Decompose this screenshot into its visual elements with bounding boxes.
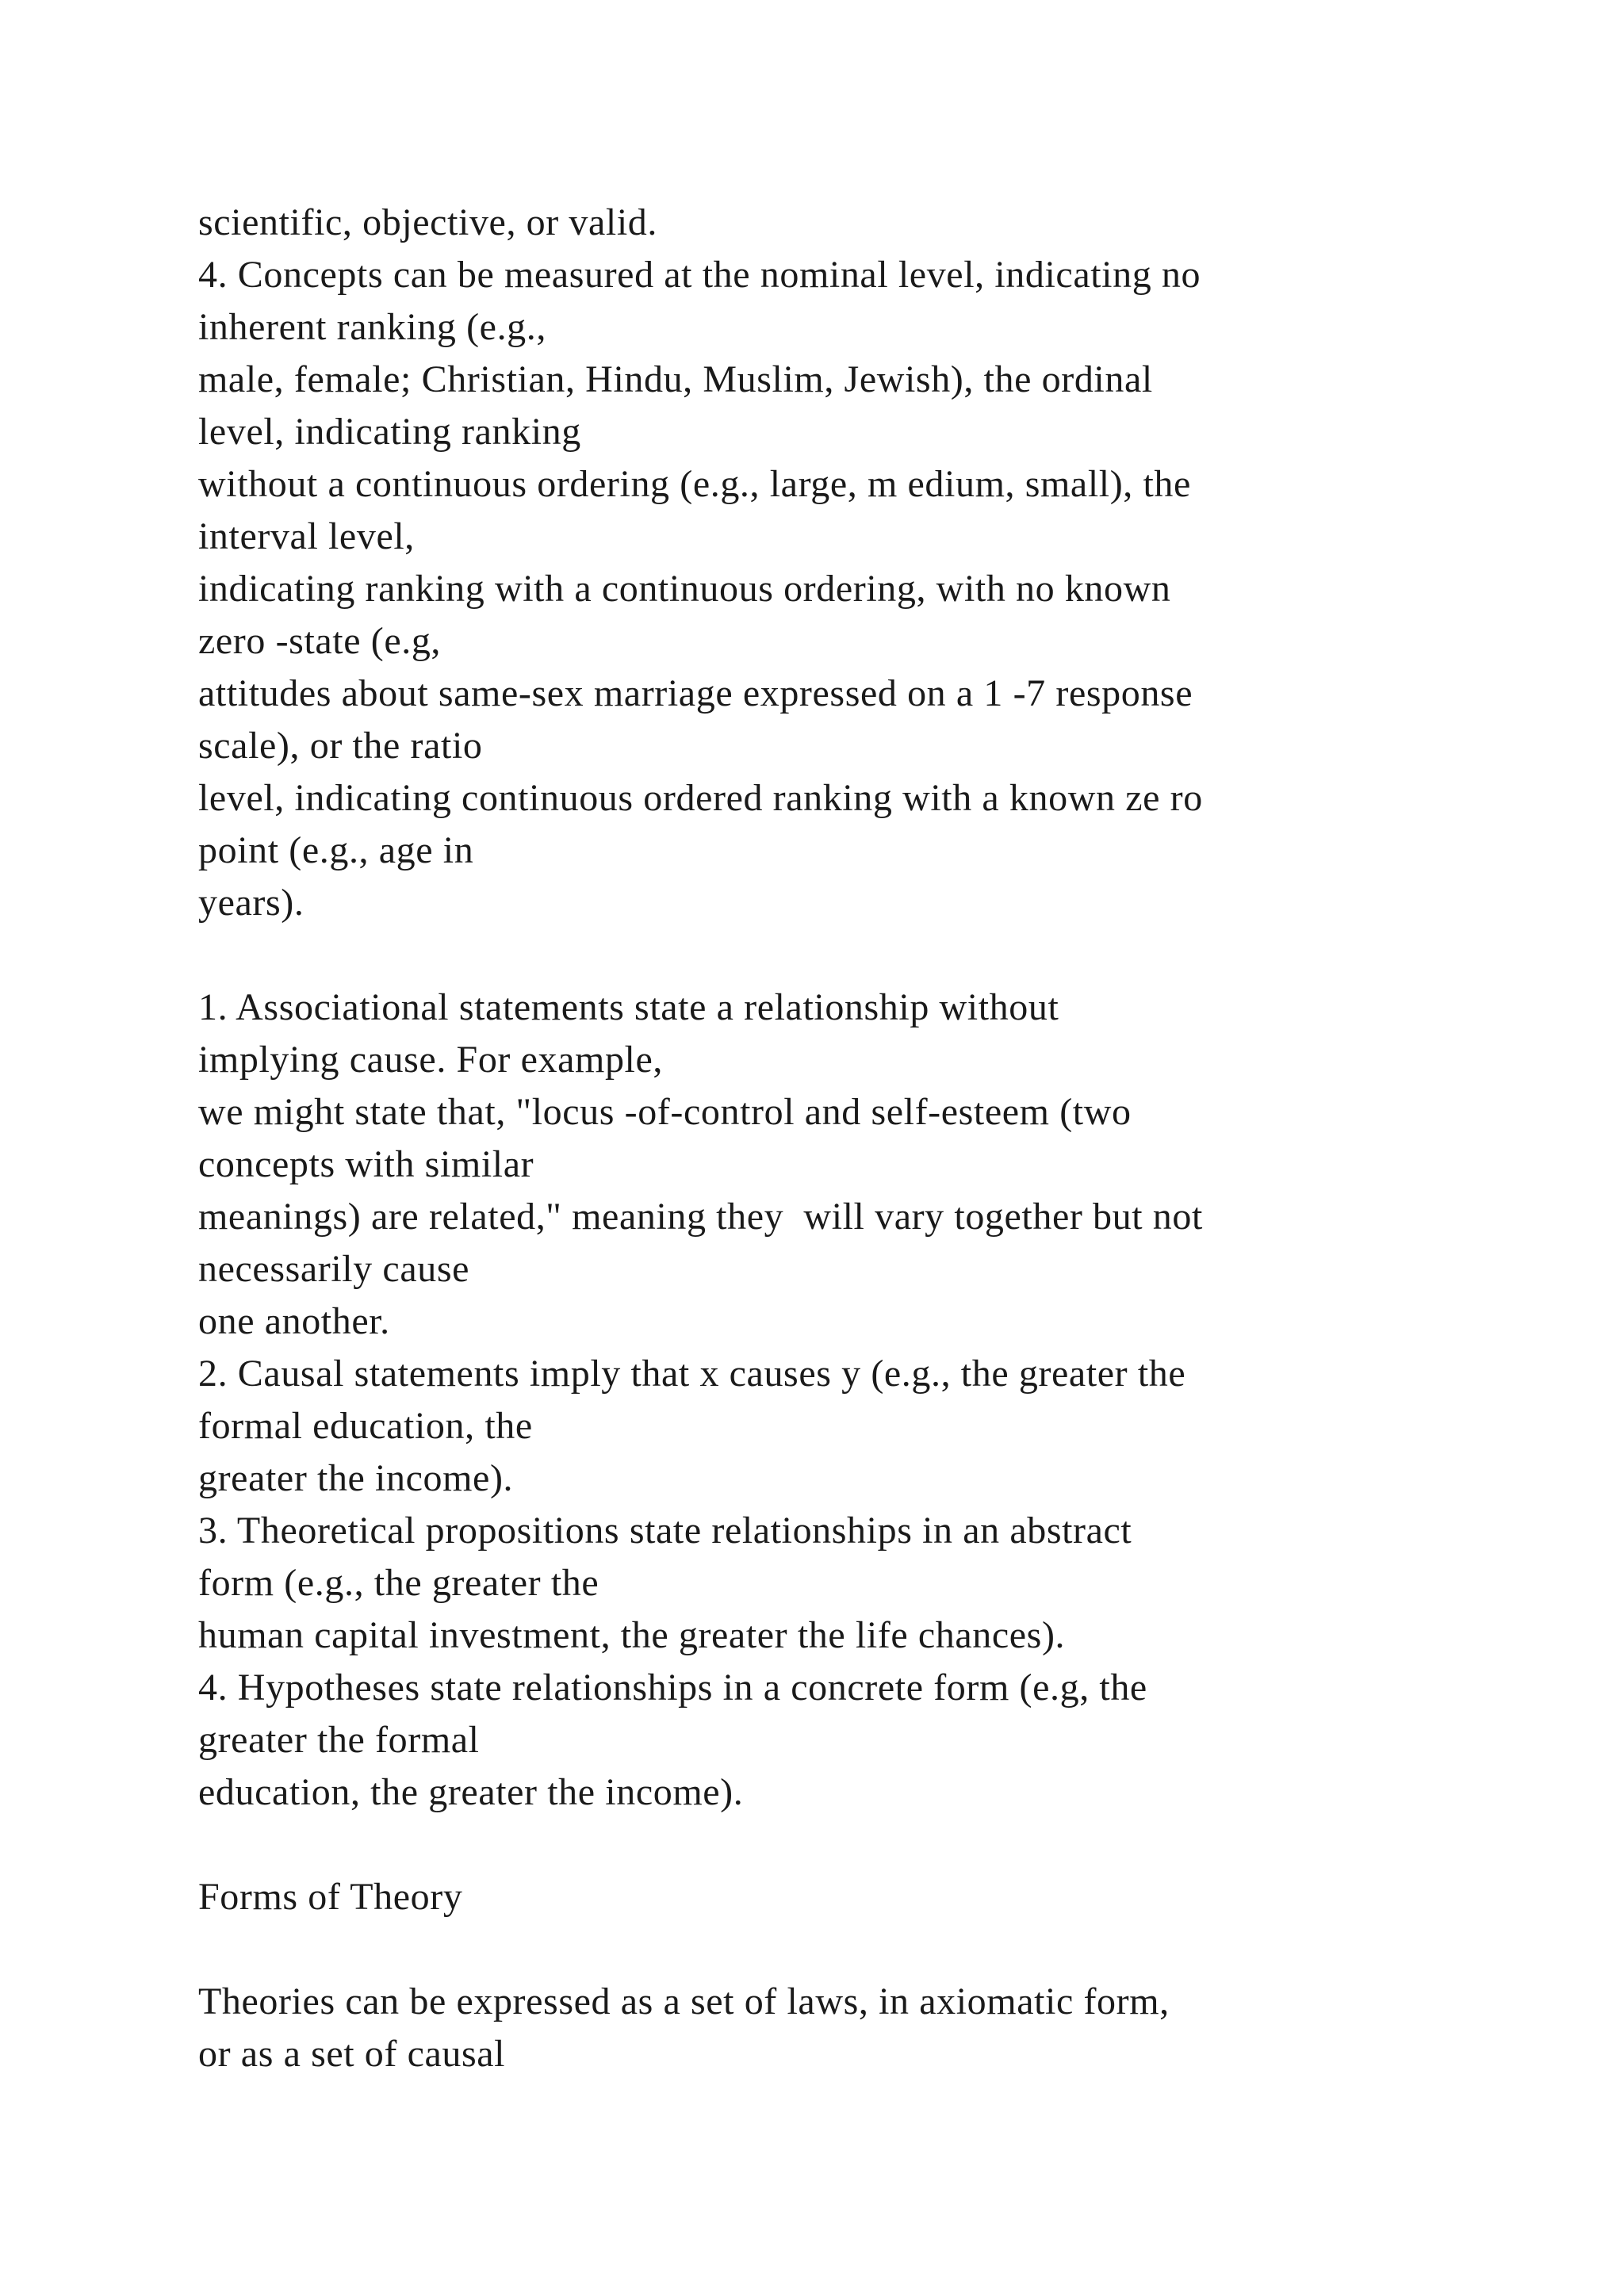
text-line: meanings) are related," meaning they will vary together but not [198,1196,1203,1238]
text-line: necessarily cause [198,1248,470,1290]
paragraph-break [198,1819,1546,1871]
text-line: interval level, [198,515,415,557]
text-line: we might state that, "locus -of-control and self-esteem (two [198,1091,1132,1133]
text-line: 1. Associational statements state a relationship without [198,986,1059,1028]
text-line: 3. Theoretical propositions state relationships in an abstract [198,1510,1132,1552]
text-line: formal education, the [198,1405,533,1447]
text-line: one another. [198,1300,390,1342]
text-line: point (e.g., age in [198,829,474,871]
text-line: zero -state (e.g, [198,620,442,662]
paragraph-break [198,929,1546,982]
document-text [198,197,1546,2080]
text-line: implying cause. For example, [198,1039,664,1081]
text-line: level, indicating continuous ordered ranking with a known ze ro [198,777,1203,819]
text-line: 4. Hypotheses state relationships in a concrete form (e.g, the [198,1667,1147,1709]
section-heading: Forms of Theory [198,1876,463,1918]
text-line: without a continuous ordering (e.g., large, m edium, small), the [198,463,1191,505]
text-line: 2. Causal statements imply that x causes y (e.g., the greater the [198,1353,1186,1395]
text-line: scale), or the ratio [198,725,483,767]
text-line: scientific, objective, or valid. [198,201,658,243]
text-line: attitudes about same-sex marriage expressed on a 1 -7 response [198,672,1193,714]
text-line: Theories can be expressed as a set of laws, in axiomatic form, [198,1980,1170,2022]
text-line: inherent ranking (e.g., [198,306,546,348]
text-line: education, the greater the income). [198,1771,744,1813]
text-line: indicating ranking with a continuous ordering, with no known [198,568,1171,610]
text-line: or as a set of causal [198,2033,506,2075]
text-line: form (e.g., the greater the [198,1562,599,1604]
text-line: concepts with similar [198,1143,534,1185]
text-line: years). [198,882,304,924]
text-line: male, female; Christian, Hindu, Muslim, Jewish), the ordinal [198,358,1153,400]
text-line: human capital investment, the greater the life chances). [198,1614,1066,1656]
text-line: greater the formal [198,1719,480,1761]
paragraph-break [198,1923,1546,1976]
text-line: 4. Concepts can be measured at the nominal level, indicating no [198,254,1201,296]
text-line: level, indicating ranking [198,411,581,453]
text-line: greater the income). [198,1457,514,1499]
